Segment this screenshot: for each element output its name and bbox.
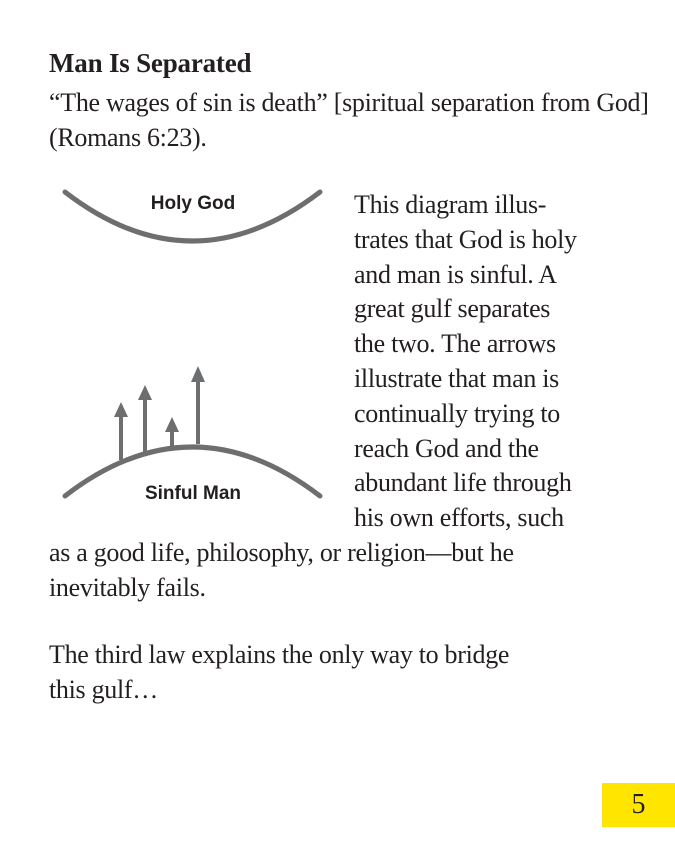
page-number-badge: 5: [602, 783, 675, 827]
diagram-explanation: [354, 188, 644, 536]
text-line: and man is sinful. A: [354, 259, 557, 289]
text-line: this gulf…: [49, 674, 158, 704]
closing-paragraph: [49, 638, 649, 708]
text-line: inevitably fails.: [49, 572, 206, 602]
text-line: continually trying to: [354, 398, 561, 428]
text-line: as a good life, philosophy, or religion—but he: [49, 538, 514, 567]
holy-god-label: Holy God: [150, 193, 236, 214]
text-line: The third law explains the only way to bridge: [49, 640, 510, 669]
text-line: reach God and the: [354, 433, 539, 463]
arrow-icon: [114, 402, 128, 460]
arrow-icon: [165, 417, 179, 446]
arrow-icon: [191, 366, 205, 444]
text-line: illustrate that man is: [354, 363, 559, 393]
text-line: abundant life through: [354, 468, 572, 498]
text-line: trates that God is holy: [354, 224, 577, 254]
scripture-quote: “The wages of sin is death” [spiritual separation from God] (Romans 6:23).: [49, 88, 649, 152]
sinful-man-label: Sinful Man: [144, 483, 242, 504]
section-title: Man Is Separated: [49, 48, 252, 78]
arrow-icon: [138, 385, 152, 452]
text-line: the two. The arrows: [354, 329, 556, 359]
text-line: great gulf separates: [354, 294, 551, 324]
explanation-continued: [49, 536, 649, 606]
text-line: his own efforts, such: [354, 503, 564, 533]
separation-diagram: [55, 180, 335, 510]
text-line: This diagram illus-: [354, 190, 547, 219]
